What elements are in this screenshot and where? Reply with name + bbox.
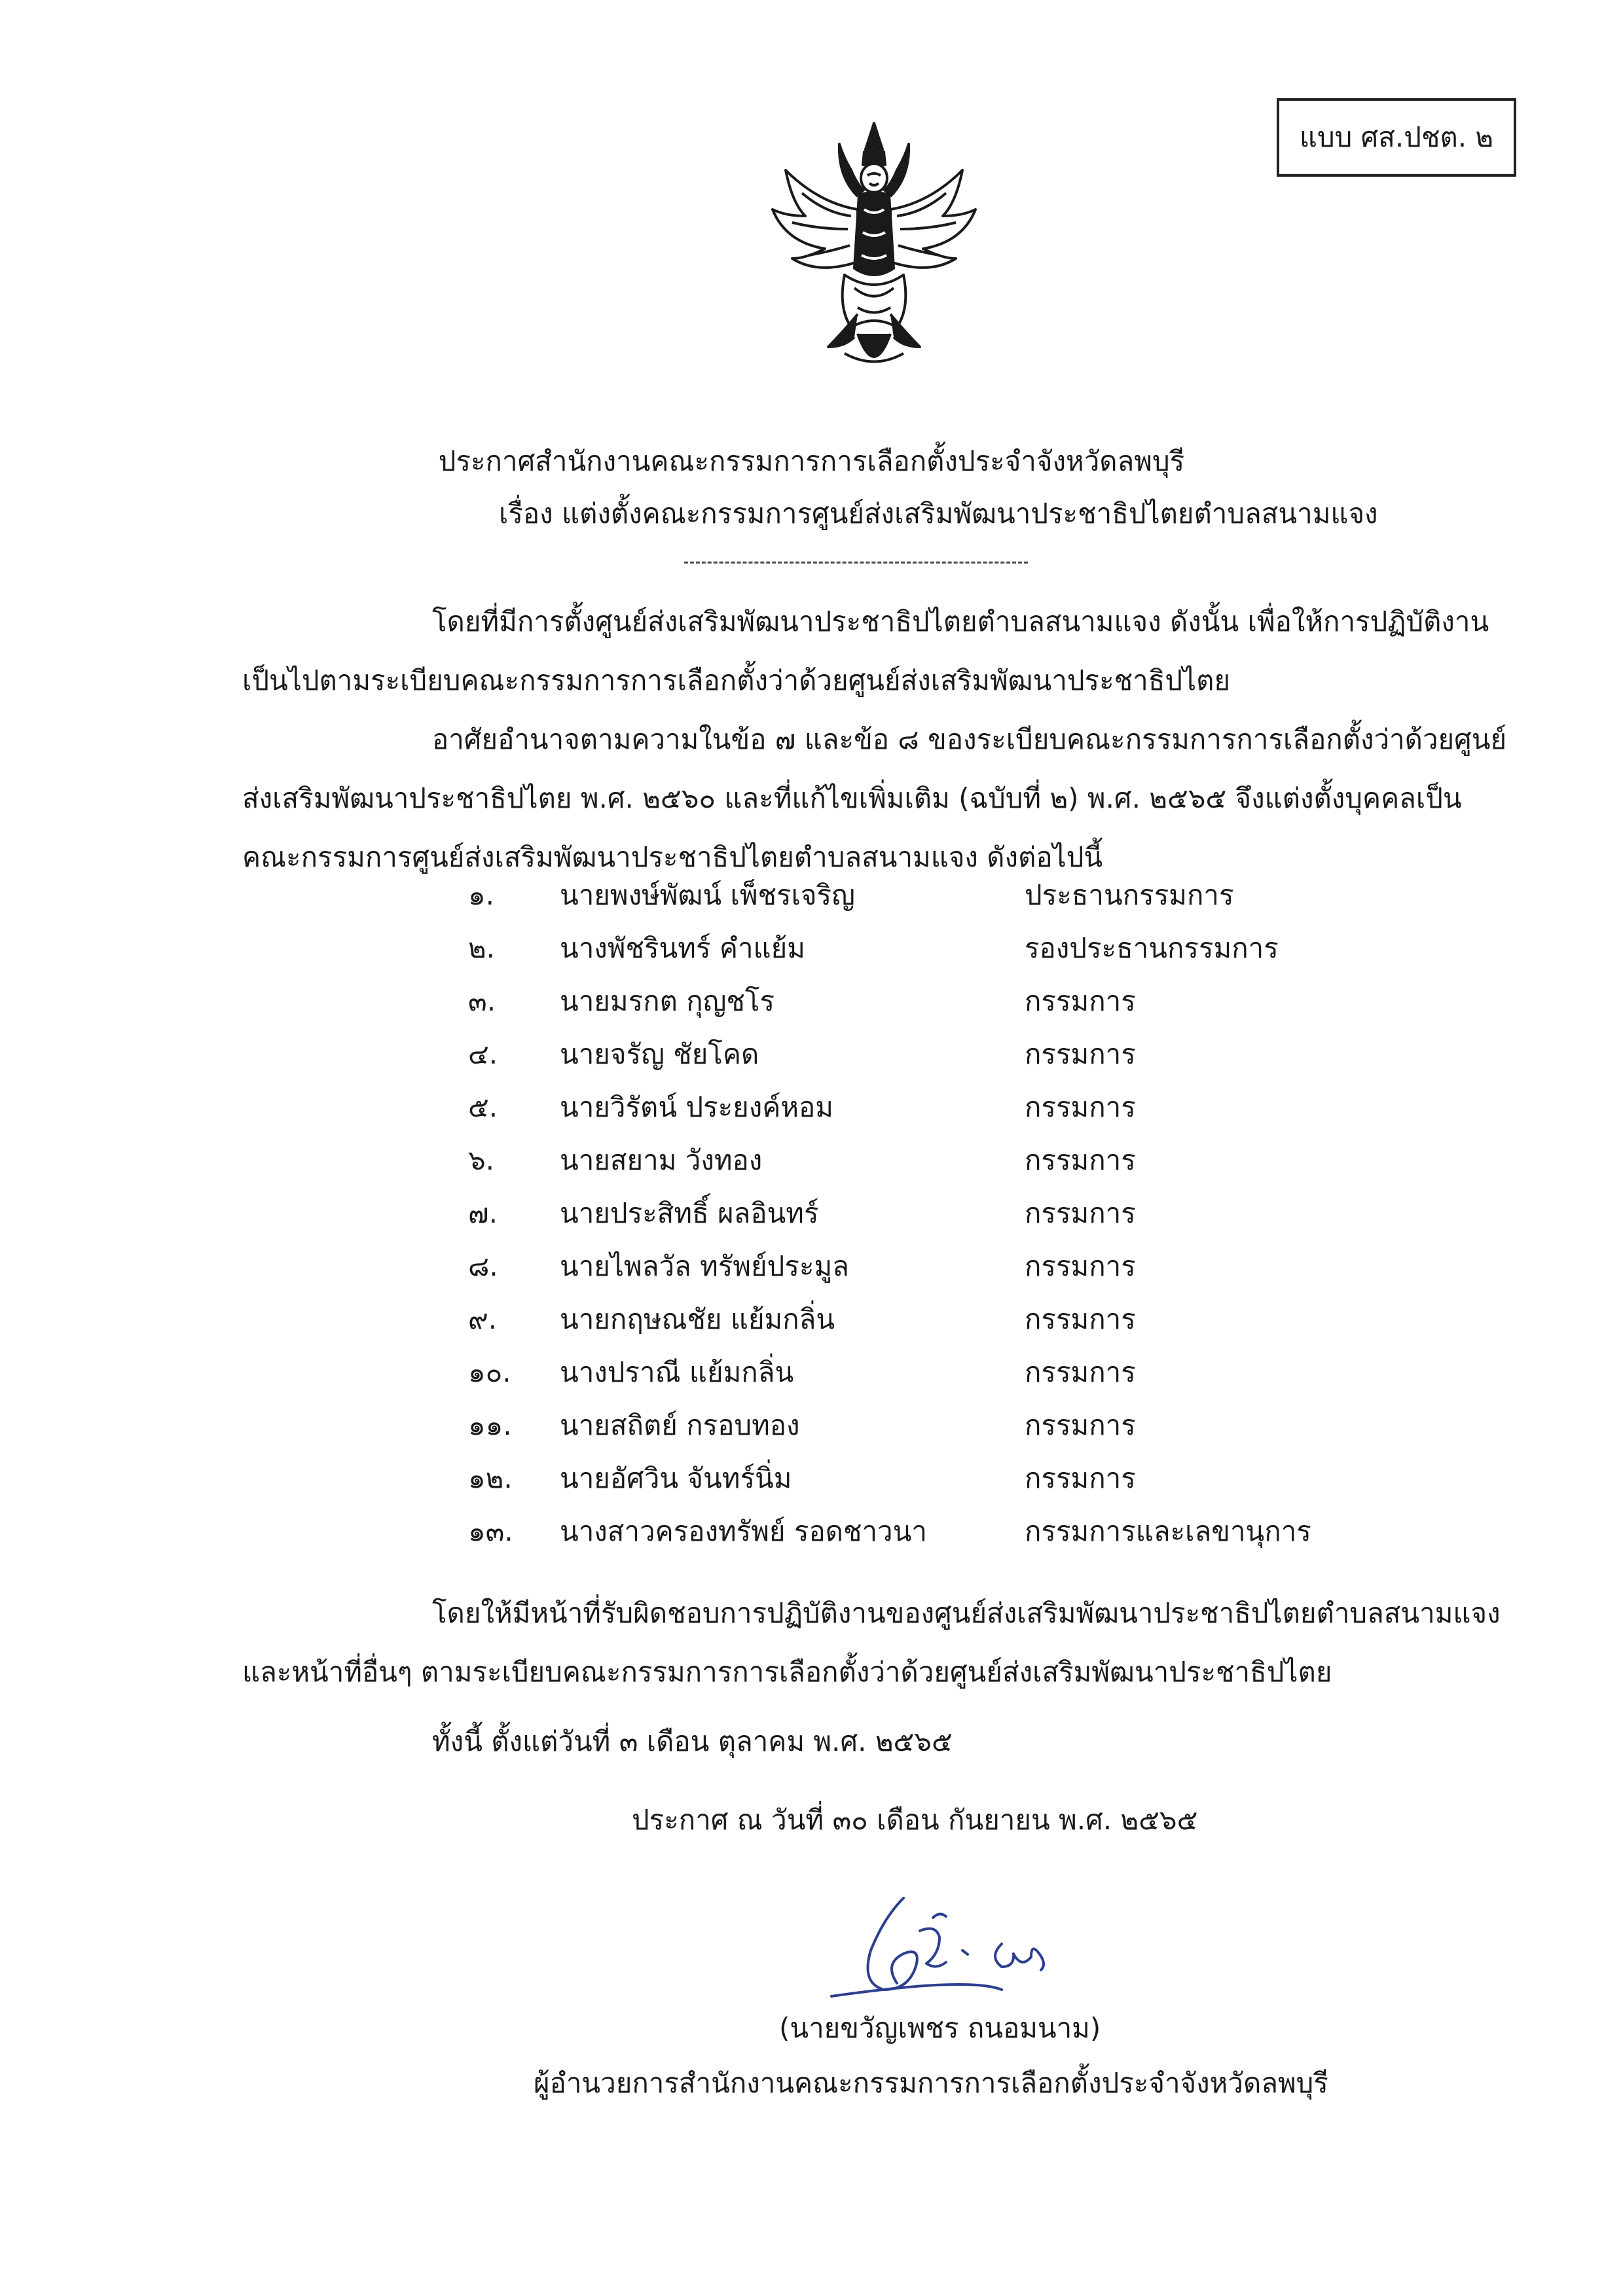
member-role: กรรมการ xyxy=(1025,1303,1136,1335)
member-role: กรรมการ xyxy=(1025,1197,1136,1229)
member-row xyxy=(468,920,1450,973)
intro-paragraphs xyxy=(242,592,1507,887)
intro-p1-line2: เป็นไปตามระเบียบคณะกรรมการการเลือกตั้งว่าด้วยศูนย์ส่งเสริมพัฒนาประชาธิปไตย xyxy=(242,664,1231,696)
duty-paragraph xyxy=(242,1584,1501,1702)
member-name: นางพัชรินทร์ คำแย้ม xyxy=(560,932,805,964)
member-row xyxy=(468,973,1450,1026)
member-name: นายจรัญ ชัยโคด xyxy=(560,1038,759,1070)
duty-line1: โดยให้มีหน้าที่รับผิดชอบการปฏิบัติงานของศูนย์ส่งเสริมพัฒนาประชาธิปไตยตำบลสนามแจง xyxy=(432,1597,1501,1629)
member-number: ๕. xyxy=(468,1091,498,1123)
member-name: นายอัศวิน จันทร์นิ่ม xyxy=(560,1462,792,1494)
member-role: กรรมการ xyxy=(1025,1250,1136,1282)
member-role: กรรมการ xyxy=(1025,1462,1136,1494)
member-row xyxy=(468,1450,1450,1503)
member-role: รองประธานกรรมการ xyxy=(1025,932,1279,964)
member-number: ๑๓. xyxy=(468,1515,513,1547)
member-number: ๓. xyxy=(468,985,496,1017)
member-role: ประธานกรรมการ xyxy=(1025,879,1234,911)
member-row xyxy=(468,1397,1450,1450)
member-number: ๒. xyxy=(468,932,496,964)
member-role: กรรมการ xyxy=(1025,1356,1136,1388)
member-number: ๘. xyxy=(468,1250,498,1282)
announcement-title: ประกาศสำนักงานคณะกรรมการการเลือกตั้งประจำจังหวัดลพบุรี xyxy=(438,445,1185,477)
member-name: นายวิรัตน์ ประยงค์หอม xyxy=(560,1091,833,1123)
member-number: ๖. xyxy=(468,1144,495,1176)
member-number: ๑. xyxy=(468,879,495,911)
garuda-emblem-icon xyxy=(766,118,982,380)
member-row xyxy=(468,1079,1450,1132)
member-name: นายมรกต กุญชโร xyxy=(560,985,775,1017)
signature-icon xyxy=(805,1892,1146,2016)
member-row xyxy=(468,1503,1450,1556)
duty-line2: และหน้าที่อื่นๆ ตามระเบียบคณะกรรมการการเลือกตั้งว่าด้วยศูนย์ส่งเสริมพัฒนาประชาธิปไตย xyxy=(242,1656,1332,1688)
announcement-date: ประกาศ ณ วันที่ ๓๐ เดือน กันยายน พ.ศ. ๒๕๖๕ xyxy=(632,1804,1198,1836)
member-name: นายสยาม วังทอง xyxy=(560,1144,763,1176)
member-row xyxy=(468,1185,1450,1238)
signatory-name: (นายขวัญเพชร ถนอมนาม) xyxy=(779,2012,1101,2044)
intro-p2-line1: อาศัยอำนาจตามความในข้อ ๗ และข้อ ๘ ของระเบียบคณะกรรมการการเลือกตั้งว่าด้วยศูนย์ xyxy=(432,723,1507,755)
member-role: กรรมการ xyxy=(1025,1091,1136,1123)
intro-p1-line1: โดยที่มีการตั้งศูนย์ส่งเสริมพัฒนาประชาธิปไตยตำบลสนามแจง ดังนั้น เพื่อให้การปฏิบัติงาน xyxy=(432,605,1489,637)
member-number: ๔. xyxy=(468,1038,498,1070)
member-name: นายพงษ์พัฒน์ เพ็ชรเจริญ xyxy=(560,879,855,911)
member-role: กรรมการ xyxy=(1025,985,1136,1017)
member-list xyxy=(468,867,1450,1556)
member-row xyxy=(468,867,1450,920)
announcement-subject: เรื่อง แต่งตั้งคณะกรรมการศูนย์ส่งเสริมพัฒนาประชาธิปไตยตำบลสนามแจง xyxy=(499,497,1378,529)
member-number: ๑๑. xyxy=(468,1409,512,1441)
member-row xyxy=(468,1026,1450,1079)
member-row xyxy=(468,1132,1450,1185)
member-row xyxy=(468,1238,1450,1291)
member-role: กรรมการ xyxy=(1025,1409,1136,1441)
member-name: นางปราณี แย้มกลิ่น xyxy=(560,1356,794,1388)
member-number: ๙. xyxy=(468,1303,498,1335)
form-code-box xyxy=(1277,98,1516,177)
member-name: นายไพลวัล ทรัพย์ประมูล xyxy=(560,1250,849,1282)
member-name: นายกฤษณชัย แย้มกลิ่น xyxy=(560,1303,835,1335)
signatory-position: ผู้อำนวยการสำนักงานคณะกรรมการการเลือกตั้งประจำจังหวัดลพบุรี xyxy=(534,2067,1328,2099)
member-name: นายสถิตย์ กรอบทอง xyxy=(560,1409,800,1441)
member-name: นางสาวครองทรัพย์ รอดชาวนา xyxy=(560,1515,927,1547)
member-number: ๑๐. xyxy=(468,1356,511,1388)
member-name: นายประสิทธิ์ ผลอินทร์ xyxy=(560,1197,819,1229)
member-number: ๑๒. xyxy=(468,1462,513,1494)
intro-p2-line3: คณะกรรมการศูนย์ส่งเสริมพัฒนาประชาธิปไตยตำบลสนามแจง ดังต่อไปนี้ xyxy=(242,841,1103,873)
effective-date: ทั้งนี้ ตั้งแต่วันที่ ๓ เดือน ตุลาคม พ.ศ. ๒๕๖๕ xyxy=(432,1725,953,1757)
member-number: ๗. xyxy=(468,1197,498,1229)
member-row xyxy=(468,1291,1450,1344)
member-role: กรรมการและเลขานุการ xyxy=(1025,1515,1311,1547)
member-role: กรรมการ xyxy=(1025,1038,1136,1070)
form-code: แบบ ศส.ปชต. ๒ xyxy=(1299,121,1494,153)
intro-p2-line2: ส่งเสริมพัฒนาประชาธิปไตย พ.ศ. ๒๕๖๐ และที่แก้ไขเพิ่มเติม (ฉบับที่ ๒) พ.ศ. ๒๕๖๕ จึงแต่งตั้งบุคคลเป็น xyxy=(242,782,1462,814)
member-row xyxy=(468,1344,1450,1397)
member-role: กรรมการ xyxy=(1025,1144,1136,1176)
title-divider xyxy=(684,562,1028,564)
